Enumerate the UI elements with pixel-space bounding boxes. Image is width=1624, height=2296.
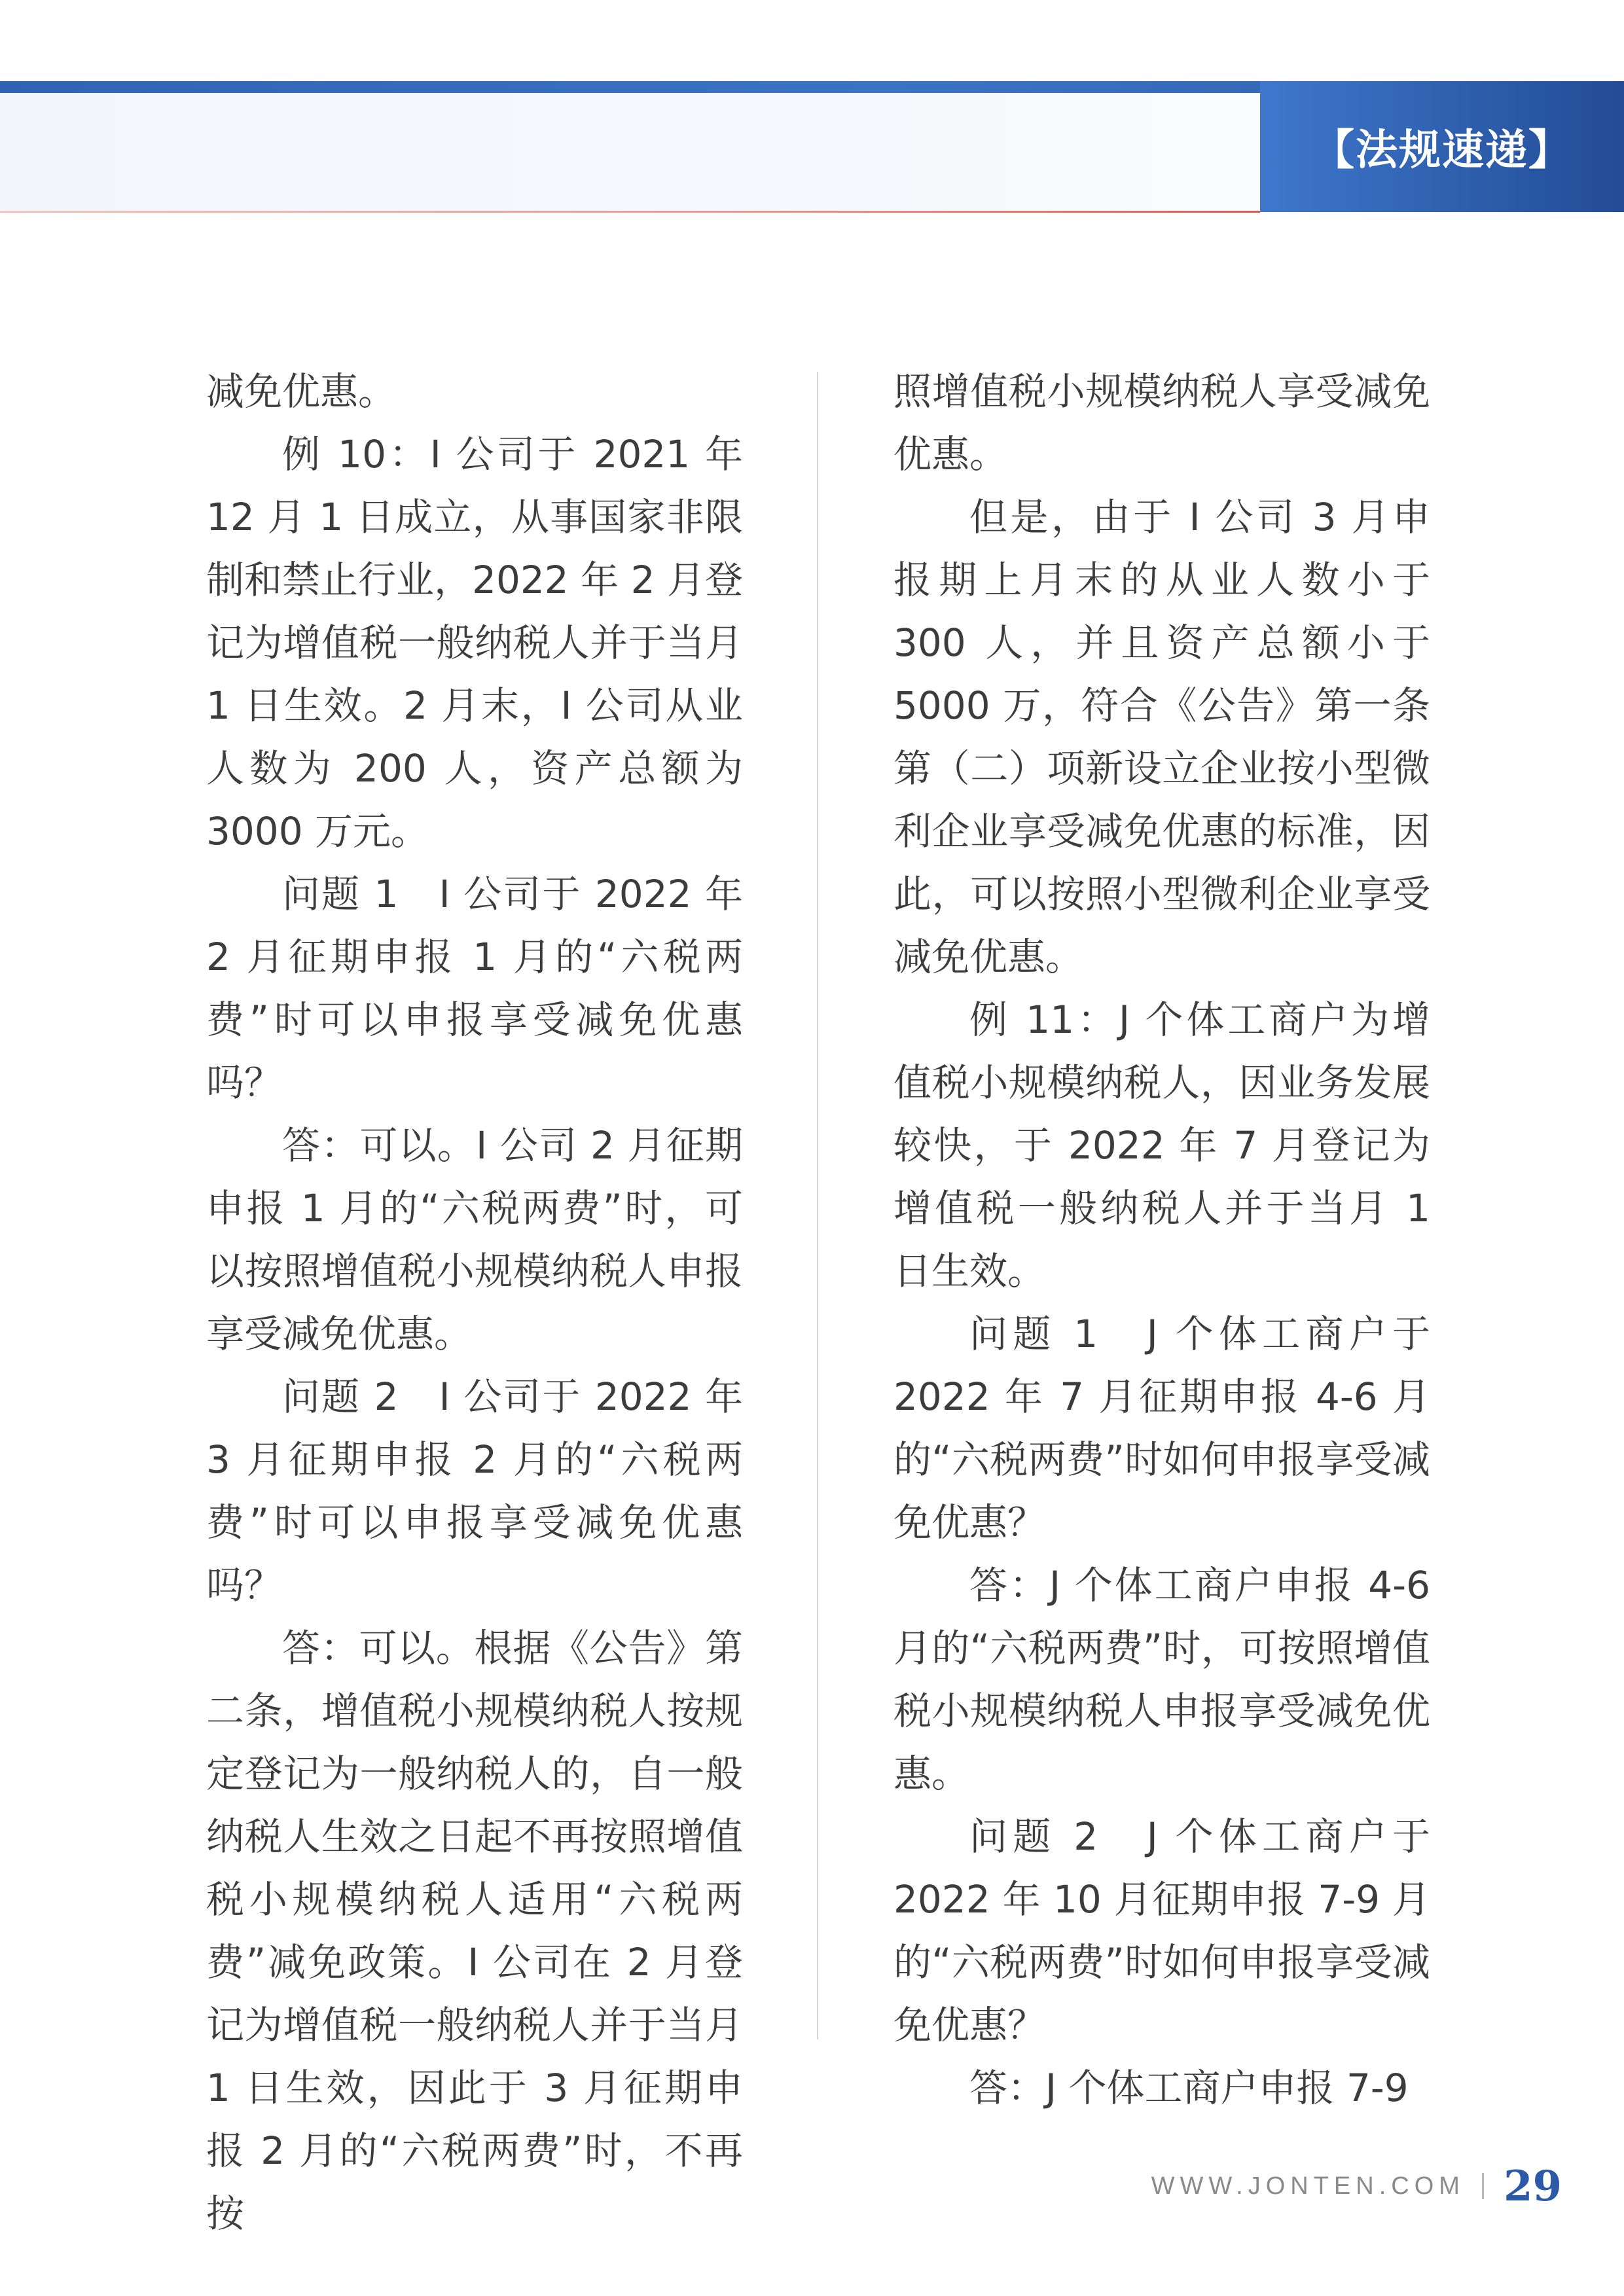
header-top-rule xyxy=(0,81,1260,93)
paragraph: 答：J 个体工商户申报 4-6 月的“六税两费”时，可按照增值税小规模纳税人申报享受减免优惠。 xyxy=(893,1563,1430,1796)
paragraph: 但是，由于 I 公司 3 月申报期上月末的从业人数小于 300 人，并且资产总额小于 5000 万，符合《公告》第一条第（二）项新设立企业按小型微利企业享受减免优惠的标准，因此，可以按照小型微利企业享受减免优惠。 xyxy=(893,495,1430,979)
page-number: 29 xyxy=(1503,2161,1562,2211)
footer-separator xyxy=(1482,2173,1484,2199)
paragraph: 照增值税小规模纳税人享受减免优惠。 xyxy=(893,369,1430,476)
left-column xyxy=(206,360,743,2245)
header-bottom-rule xyxy=(0,211,1260,213)
column-divider xyxy=(817,372,818,2039)
right-column xyxy=(893,360,1430,2119)
section-tag-label: 【法规速递】 xyxy=(1312,126,1572,175)
paragraph: 减免优惠。 xyxy=(206,369,397,414)
paragraph: 答：可以。I 公司 2 月征期申报 1 月的“六税两费”时，可以按照增值税小规模纳税人申报享受减免优惠。 xyxy=(206,1123,743,1356)
paragraph: 答：可以。根据《公告》第二条，增值税小规模纳税人按规定登记为一般纳税人的，自一般纳税人生效之日起不再按照增值税小规模纳税人适用“六税两费”减免政策。I 公司在 2 月登记为增值税一般纳税人并于当月 1 日生效，因此于 3 月征期申报 2 月的“六税两费”时，不再按 xyxy=(206,1626,743,2236)
paragraph: 问题 1 I 公司于 2022 年 2 月征期申报 1 月的“六税两费”时可以申报享受减免优惠吗？ xyxy=(206,872,743,1105)
paragraph: 答：J 个体工商户申报 7-9 xyxy=(969,2066,1409,2110)
section-tag xyxy=(1260,81,1624,212)
paragraph: 问题 2 I 公司于 2022 年 3 月征期申报 2 月的“六税两费”时可以申报享受减免优惠吗？ xyxy=(206,1374,743,1607)
paragraph: 例 11：J 个体工商户为增值税小规模纳税人，因业务发展较快，于 2022 年 7 月登记为增值税一般纳税人并于当月 1 日生效。 xyxy=(893,997,1430,1293)
paragraph: 问题 2 J 个体工商户于 2022 年 10 月征期申报 7-9 月的“六税两费”时如何申报享受减免优惠？ xyxy=(893,1814,1430,2047)
paragraph: 问题 1 J 个体工商户于 2022 年 7 月征期申报 4-6 月的“六税两费”时如何申报享受减免优惠？ xyxy=(893,1312,1430,1545)
footer-website: WWW.JONTEN.COM xyxy=(1151,2172,1465,2200)
page-footer xyxy=(1151,2153,1562,2219)
paragraph: 例 10：I 公司于 2021 年 12 月 1 日成立，从事国家非限制和禁止行业，2022 年 2 月登记为增值税一般纳税人并于当月 1 日生效。2 月末，I 公司从业人数为 200 人，资产总额为 3000 万元。 xyxy=(206,432,743,853)
